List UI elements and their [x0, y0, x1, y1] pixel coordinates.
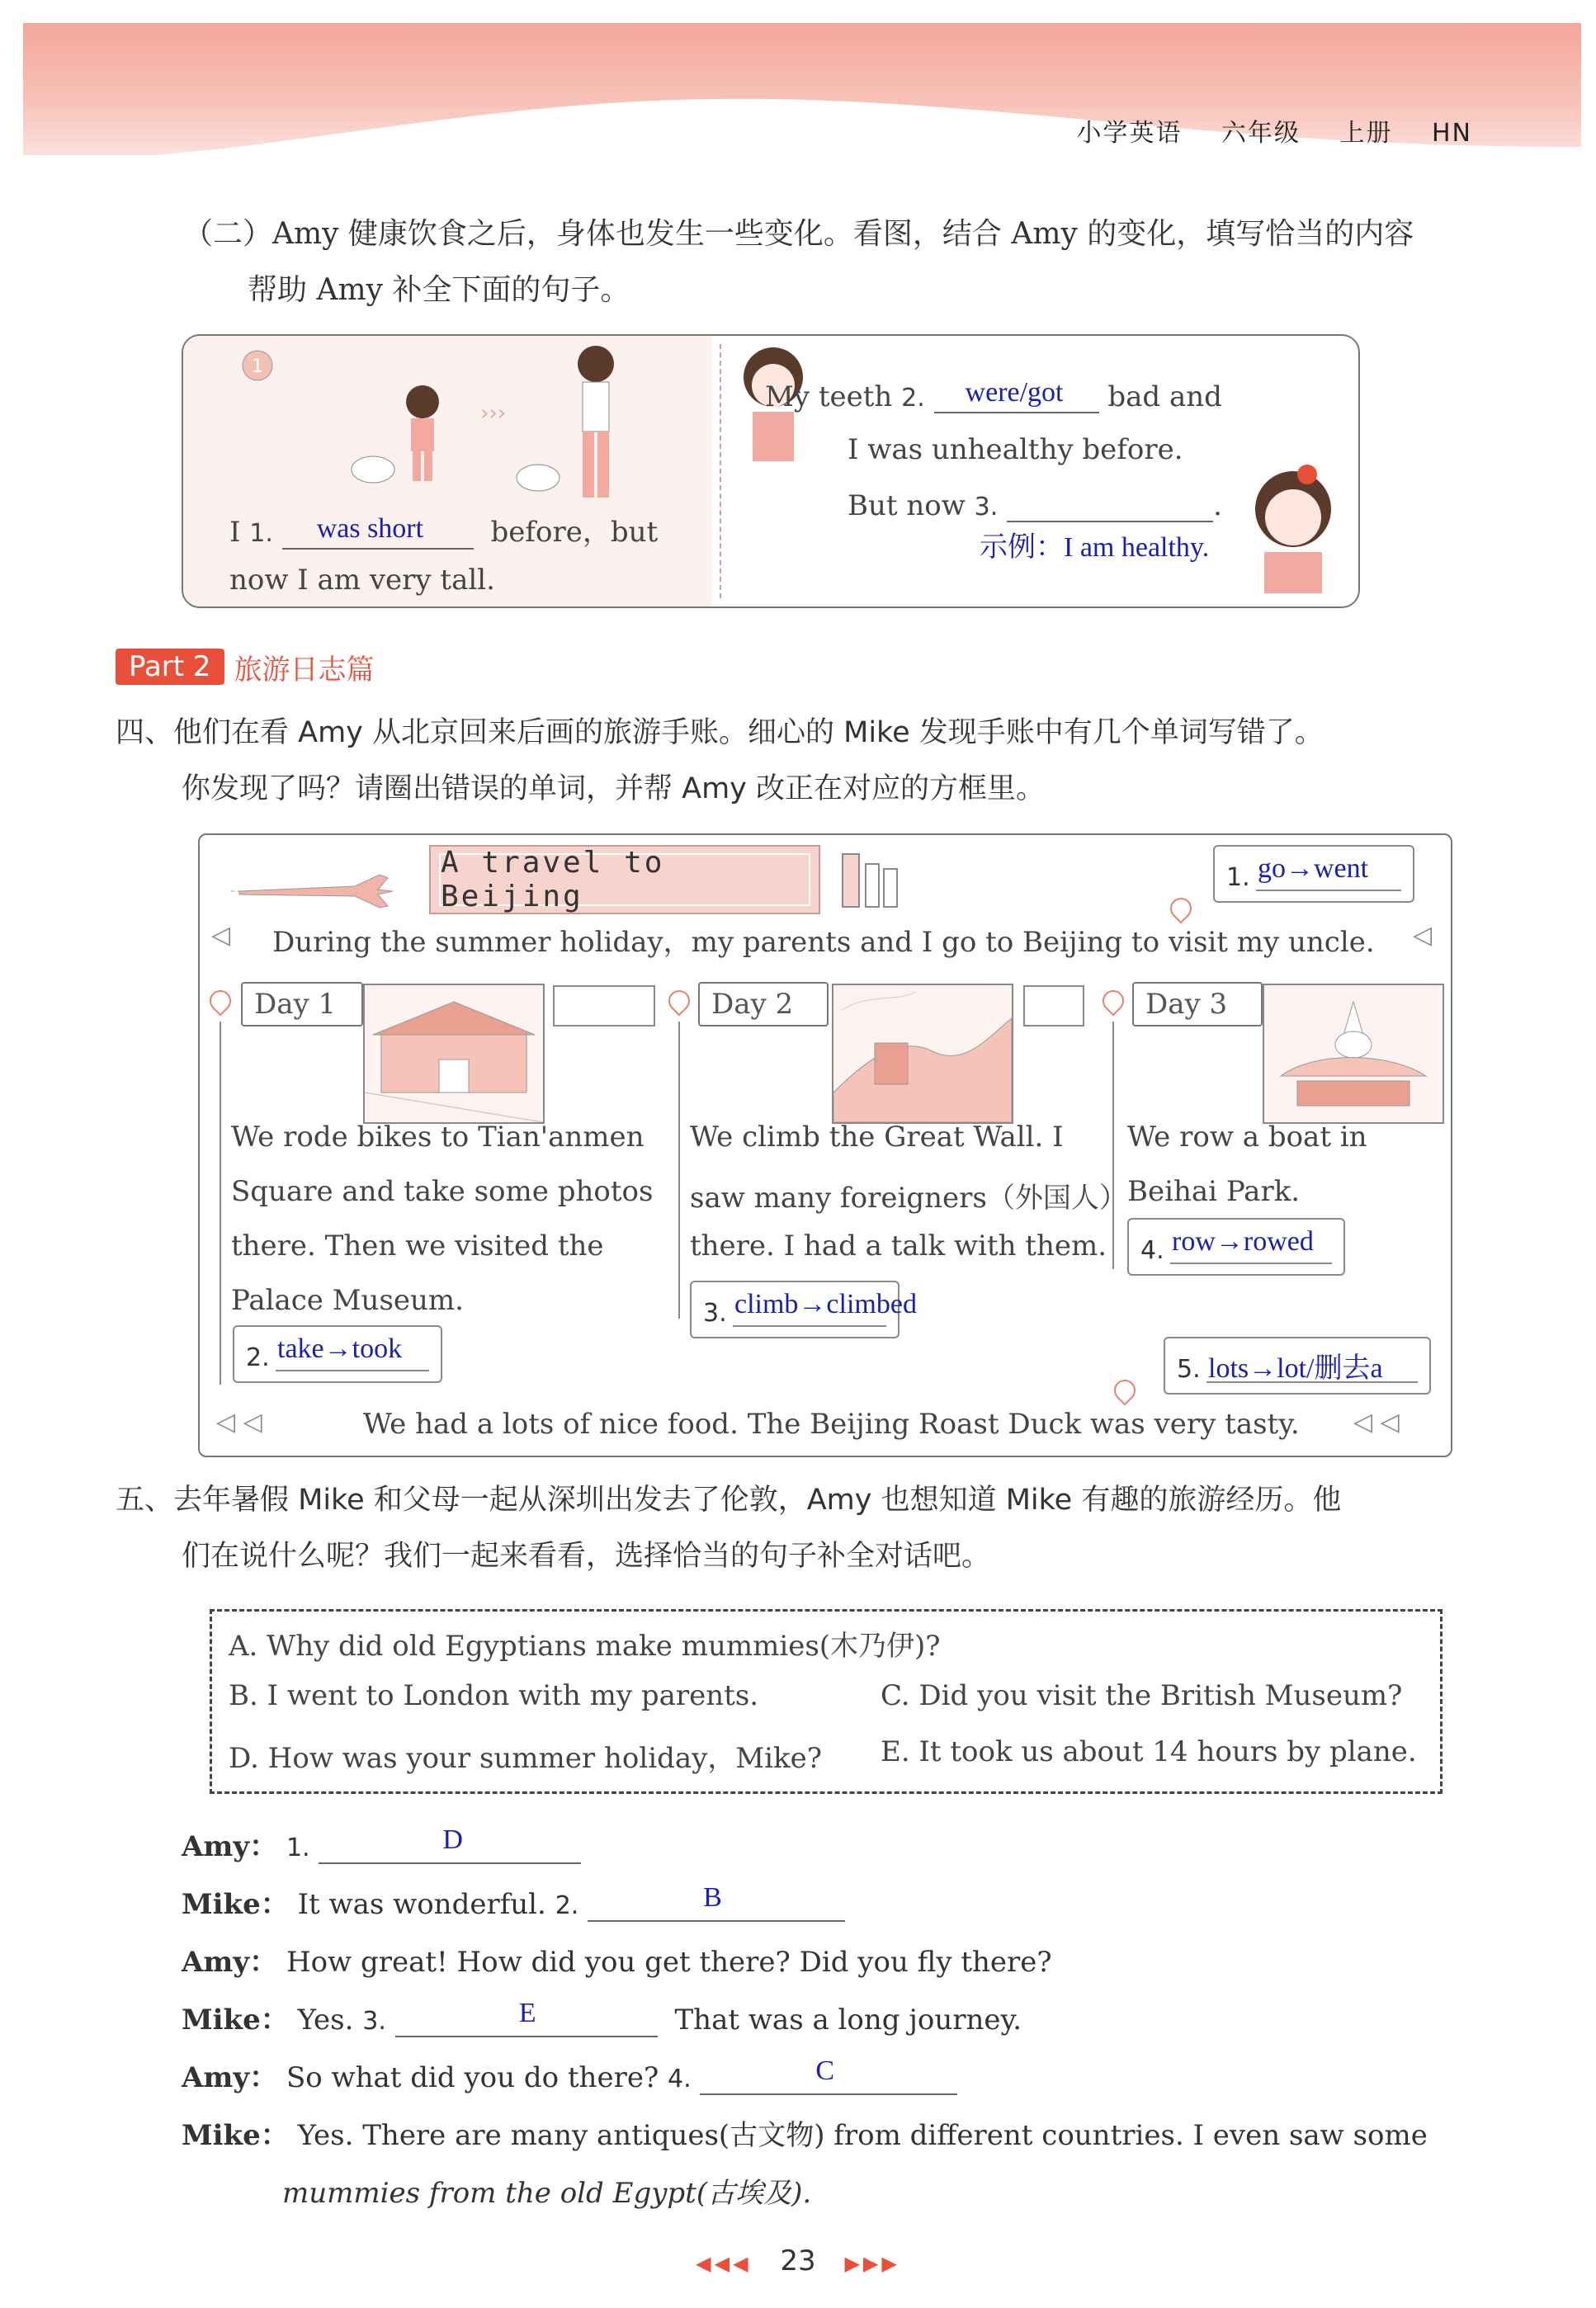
sentence-3-prefix: But now [848, 489, 966, 522]
part2-tag [116, 646, 375, 687]
header-edition: HN [1432, 119, 1472, 148]
day-3-label: Day 3 [1132, 982, 1263, 1027]
correction-box-2[interactable] [233, 1325, 442, 1383]
option-b: B. I went to London with my parents. [229, 1679, 759, 1712]
correction-box-4[interactable] [1127, 1218, 1345, 1276]
sentence-2 [765, 379, 1222, 413]
correction-1-answer: go→went [1258, 853, 1369, 884]
header-info [1046, 112, 1472, 149]
correction-2-number: 2. [246, 1343, 270, 1372]
paper-plane-icon: ◁ ◁ [216, 1408, 262, 1437]
day-2-line-2: saw many foreigners（外国人） [690, 1182, 1127, 1215]
sentence-2-suffix: bad and [1107, 380, 1222, 413]
day-2-line-3: there. I had a talk with them. [690, 1230, 1107, 1263]
section-two-instruction-1: （二）Amy 健康饮食之后，身体也发生一些变化。看图，结合 Amy 的变化，填写恰当的内容 [183, 217, 1414, 251]
journal-title: A travel to Beijing [439, 853, 810, 906]
dialog-text: Yes. [297, 2004, 354, 2037]
dialog-answer-4: C [815, 2055, 835, 2086]
correction-3-number: 3. [703, 1299, 727, 1328]
options-box [210, 1609, 1443, 1794]
sentence-2-prefix: My teeth [765, 380, 893, 413]
dialog-line-4 [182, 1997, 1022, 2037]
great-wall-illustration [832, 984, 1013, 1124]
correction-box-5[interactable] [1164, 1337, 1431, 1395]
day-arrow [553, 985, 655, 1027]
blank-3[interactable] [1007, 488, 1213, 522]
option-c: C. Did you visit the British Museum? [881, 1679, 1403, 1712]
dialog-line-2 [182, 1881, 845, 1922]
dialog-text: Yes. There are many antiques(古文物) from different countries. I even saw some [297, 2119, 1428, 2152]
section-four-instruction-1: 四、他们在看 Amy 从北京回来后画的旅游手账。细心的 Mike 发现手账中有几个单词写错了。 [116, 716, 1324, 749]
day-2-line-1: We climb the Great Wall. I [690, 1121, 1064, 1154]
day-arrow [1023, 985, 1084, 1027]
header-grade: 六年级 [1221, 119, 1301, 148]
blank-3-answer: 示例：I am healthy. [980, 532, 1210, 563]
header-term: 上册 [1339, 119, 1393, 148]
timeline-line [220, 1022, 221, 1385]
blank-2-num: 2. [901, 384, 925, 413]
dialog-text: How great! How did you get there? Did you fly there? [286, 1946, 1052, 1979]
dialog-line-6 [182, 2112, 1428, 2153]
option-e: E. It took us about 14 hours by plane. [881, 1735, 1417, 1768]
day-1-label: Day 1 [241, 982, 363, 1027]
part2-label: Part 2 [116, 649, 224, 685]
speaker: Mike： [182, 1888, 289, 1921]
sentence-1-suffix: before，but [490, 516, 659, 549]
tiananmen-illustration [363, 984, 545, 1124]
sentence-3-period: . [1213, 489, 1222, 522]
day-1-line-3: there. Then we visited the [231, 1230, 604, 1263]
dialog-blank-1[interactable] [319, 1824, 581, 1864]
blank-number: 3. [362, 2007, 386, 2036]
blank-number: 4. [667, 2065, 692, 2093]
blank-1-number: 1. [249, 519, 273, 548]
dialog-text: That was a long journey. [674, 2004, 1022, 2037]
correction-4-number: 4. [1140, 1236, 1164, 1265]
option-a: A. Why did old Egyptians make mummies(木乃伊)? [229, 1630, 941, 1663]
dialog-text: So what did you do there? [286, 2061, 659, 2094]
correction-5-answer: lots→lot/删去a [1208, 1353, 1383, 1384]
speaker: Mike： [182, 2119, 289, 2152]
dialog-line-7: mummies from the old Egypt(古埃及). [282, 2177, 812, 2210]
change-exercise-box [182, 334, 1360, 608]
speaker: Mike： [182, 2004, 289, 2037]
journal-intro: During the summer holiday，my parents and I go to Beijing to visit my uncle. [272, 926, 1375, 959]
section-five-instruction-1: 五、去年暑假 Mike 和父母一起从深圳出发去了伦敦，Amy 也想知道 Mike 有趣的旅游经历。他 [116, 1484, 1342, 1517]
blank-number: 1. [286, 1834, 310, 1862]
bookmark-tab-2 [865, 863, 880, 908]
correction-4-answer: row→rowed [1172, 1226, 1314, 1257]
svg-text:›››: ››› [480, 401, 507, 426]
day-3-line-1: We row a boat in [1127, 1121, 1367, 1154]
dialog-text: It was wonderful. [297, 1888, 546, 1921]
dialog-line-1 [182, 1824, 581, 1864]
option-d: D. How was your summer holiday，Mike? [229, 1742, 822, 1775]
journal-closing: We had a lots of nice food. The Beijing Roast Duck was very tasty. [363, 1408, 1300, 1441]
speaker: Amy： [182, 1946, 278, 1979]
sentence-3 [848, 488, 1222, 522]
dialog-blank-3[interactable] [395, 1998, 658, 2037]
page-footer [0, 2244, 1596, 2277]
sentence-1 [229, 509, 658, 550]
section-four-instruction-2: 你发现了吗？请圈出错误的单词，并帮 Amy 改正在对应的方框里。 [182, 772, 1046, 805]
sentence-1-prefix: I [229, 516, 241, 549]
dialog-answer-2: B [703, 1882, 722, 1913]
girl-growth-illustration [241, 346, 703, 511]
day-3-line-2: Beihai Park. [1127, 1175, 1301, 1208]
correction-5-number: 5. [1177, 1355, 1201, 1384]
svg-text:1: 1 [252, 356, 263, 377]
section-two-instruction-2: 帮助 Amy 补全下面的句子。 [248, 273, 630, 307]
before-after-panel [183, 336, 711, 606]
paper-plane-icon: ◁ [211, 921, 231, 950]
airplane-icon [231, 866, 396, 916]
blank-2[interactable] [934, 379, 1099, 413]
binder-divider [720, 344, 721, 598]
blank-number: 2. [555, 1891, 579, 1920]
dialog-line-5 [182, 2055, 957, 2095]
paper-plane-icon: ◁ [1413, 921, 1433, 950]
timeline-line [1112, 1022, 1114, 1269]
sentence-1-line2: now I am very tall. [229, 564, 495, 597]
blank-1[interactable] [282, 515, 474, 550]
correction-2-answer: take→took [277, 1333, 403, 1364]
timeline-line [678, 1022, 680, 1319]
correction-1-number: 1. [1226, 863, 1250, 892]
speaker: Amy： [182, 2061, 278, 2094]
blank-3-number: 3. [974, 493, 999, 522]
dialog-answer-3: E [518, 1998, 536, 2028]
day-1-line-1: We rode bikes to Tian'anmen [231, 1121, 645, 1154]
part2-title: 旅游日志篇 [234, 653, 375, 687]
journal-title-banner [429, 845, 820, 914]
dialog-line-3 [182, 1939, 1052, 1980]
bookmark-tab-3 [883, 868, 898, 908]
day-2-label: Day 2 [698, 982, 829, 1027]
section-five-instruction-2: 们在说什么呢？我们一起来看看，选择恰当的句子补全对话吧。 [182, 1540, 991, 1573]
day-1-line-4: Palace Museum. [231, 1284, 464, 1317]
right-arrows-icon: ▶▶▶ [844, 2252, 900, 2275]
sentence-2-line2: I was unhealthy before. [848, 433, 1183, 466]
dialog-blank-2[interactable] [588, 1882, 845, 1922]
day-1-line-2: Square and take some photos [231, 1175, 654, 1208]
beihai-park-illustration [1263, 984, 1444, 1124]
correction-3-answer: climb→climbed [734, 1289, 917, 1319]
page-number: 23 [780, 2244, 816, 2277]
speaker: Amy： [182, 1830, 278, 1863]
dialog-blank-4[interactable] [700, 2055, 957, 2095]
header-subject: 小学英语 [1076, 119, 1183, 148]
paper-plane-icon: ◁ ◁ [1353, 1408, 1400, 1437]
blank-2-answer: were/got [965, 377, 1064, 408]
left-arrows-icon: ◀◀◀ [696, 2252, 752, 2275]
blank-1-answer: was short [316, 513, 424, 544]
correction-box-3[interactable] [690, 1281, 917, 1338]
dialog-answer-1: D [442, 1824, 463, 1855]
correction-box-1[interactable] [1213, 845, 1414, 903]
healthy-girl-illustration [1231, 460, 1355, 600]
bookmark-tab-1 [842, 853, 860, 908]
